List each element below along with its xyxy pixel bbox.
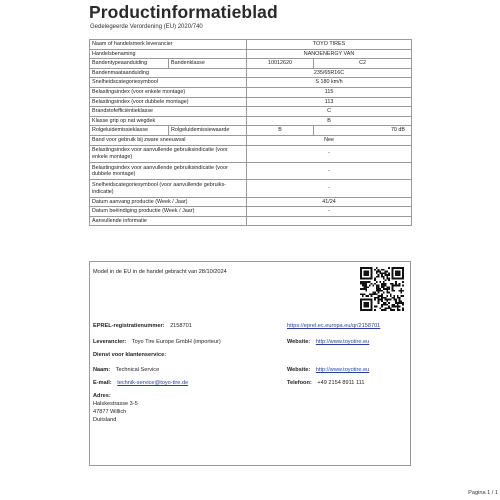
name-label: Naam:	[93, 367, 111, 373]
row-label: Snelheidscategoriesymbool (voor aanvullende gebruiks-indicatie)	[90, 180, 247, 197]
name-value: Technical Service	[115, 367, 160, 373]
website-label: Website:	[287, 339, 311, 345]
qr-code-icon[interactable]	[360, 267, 404, 311]
email-link[interactable]: technik-service@toyo-tire.de	[117, 380, 189, 386]
supplier-value: Toyo Tire Europe GmbH (importeur)	[131, 339, 221, 345]
row-value: -	[247, 162, 412, 179]
row-value: -	[247, 180, 412, 197]
row-label: Belastingsindex voor aanvullende gebruiksindicatie (voor enkele montage)	[90, 145, 247, 162]
row-value: -	[247, 207, 412, 217]
table-row	[90, 207, 412, 217]
row-label: Handelsbenaming	[90, 49, 247, 59]
row-label: Bandentypeaanduiding	[90, 59, 169, 69]
row-label: Brandstofefficiëntieklasse	[90, 107, 247, 117]
row-value: TOYO TIRES	[247, 40, 412, 50]
table-row	[90, 49, 412, 59]
row-value: -	[247, 145, 412, 162]
website2-link[interactable]: http://www.toyotire.eu	[315, 367, 370, 373]
row-label: Datum aanvang productie (Week / Jaar)	[90, 197, 247, 207]
phone-label: Telefoon:	[287, 380, 312, 386]
row-label: Rolgeluidemissieklasse	[90, 126, 169, 136]
table-row	[90, 40, 412, 50]
table-row	[90, 145, 412, 162]
eprel-number: 2158701	[170, 323, 192, 329]
row-label: Band voor gebruik bij zware sneeuwval	[90, 135, 247, 145]
page-number: Pagina 1 / 1	[468, 490, 498, 496]
table-row	[90, 216, 412, 226]
phone-value: +49 2154 8911 111	[317, 380, 365, 386]
address-line-1: Halskestrasse 3-5	[93, 401, 138, 407]
row-sub-value: 70 dB	[314, 126, 412, 136]
supplier-label: Leverancier:	[93, 339, 127, 345]
table-row	[90, 78, 412, 88]
row-label: Belastingsindex (voor enkele montage)	[90, 87, 247, 97]
row-label: Klasse grip op nat wegdek	[90, 116, 247, 126]
row-value: 115	[247, 87, 412, 97]
row-label: Aanvullende informatie	[90, 216, 247, 226]
row-value: B	[247, 116, 412, 126]
eprel-label: EPREL-registratienummer:	[93, 323, 165, 329]
row-value: Nee	[247, 135, 412, 145]
page-title: Productinformatieblad	[89, 2, 278, 22]
address-label: Adres:	[93, 393, 111, 399]
row-value	[247, 216, 412, 226]
row-sub-label: Bandenklasse	[169, 59, 247, 69]
row-value: 10012620	[247, 59, 314, 69]
website2-label: Website:	[287, 367, 311, 373]
row-value: 235/65R16C	[247, 68, 412, 78]
email-label: E-mail:	[93, 380, 112, 386]
table-row	[90, 116, 412, 126]
service-heading: Dienst voor klantenservice:	[93, 352, 167, 358]
table-row	[90, 162, 412, 179]
table-row	[90, 135, 412, 145]
table-row	[90, 59, 412, 69]
supplier-info-box	[89, 261, 411, 466]
website-link[interactable]: http://www.toyotire.eu	[315, 339, 370, 345]
table-row	[90, 87, 412, 97]
product-information-sheet	[89, 0, 411, 500]
row-value: S 180 km/h	[247, 78, 412, 88]
market-date-text: Model in de EU in de handel gebracht van 28/10/2024	[93, 269, 227, 275]
row-label: Belastingsindex voor aanvullende gebruiksindicatie (voor dubbele montage)	[90, 162, 247, 179]
row-value: 41/24	[247, 197, 412, 207]
tyre-spec-table	[89, 39, 412, 226]
row-value: C	[247, 107, 412, 117]
eprel-link[interactable]: https://eprel.ec.europa.eu/qr/2158701	[287, 323, 381, 329]
row-label: Bandenmaataanduiding	[90, 68, 247, 78]
table-row	[90, 180, 412, 197]
table-row	[90, 68, 412, 78]
row-value: B	[247, 126, 314, 136]
table-row	[90, 107, 412, 117]
row-label: Belastingsindex (voor dubbele montage)	[90, 97, 247, 107]
row-sub-value: C2	[314, 59, 412, 69]
table-row	[90, 126, 412, 136]
table-row	[90, 197, 412, 207]
table-row	[90, 97, 412, 107]
row-value: NANOENERGY VAN	[247, 49, 412, 59]
row-label: Snelheidscategoriesymbool	[90, 78, 247, 88]
regulation-subtitle: Gedelegeerde Verordening (EU) 2020/740	[90, 24, 203, 30]
address-line-2: 47877 Willich	[93, 409, 127, 415]
row-label: Naam of handelsmerk leverancier	[90, 40, 247, 50]
address-line-3: Duitsland	[93, 417, 117, 423]
row-label: Datum beëindiging productie (Week / Jaar)	[90, 207, 247, 217]
row-value: 113	[247, 97, 412, 107]
row-sub-label: Rolgeluidemissiewaarde	[169, 126, 247, 136]
